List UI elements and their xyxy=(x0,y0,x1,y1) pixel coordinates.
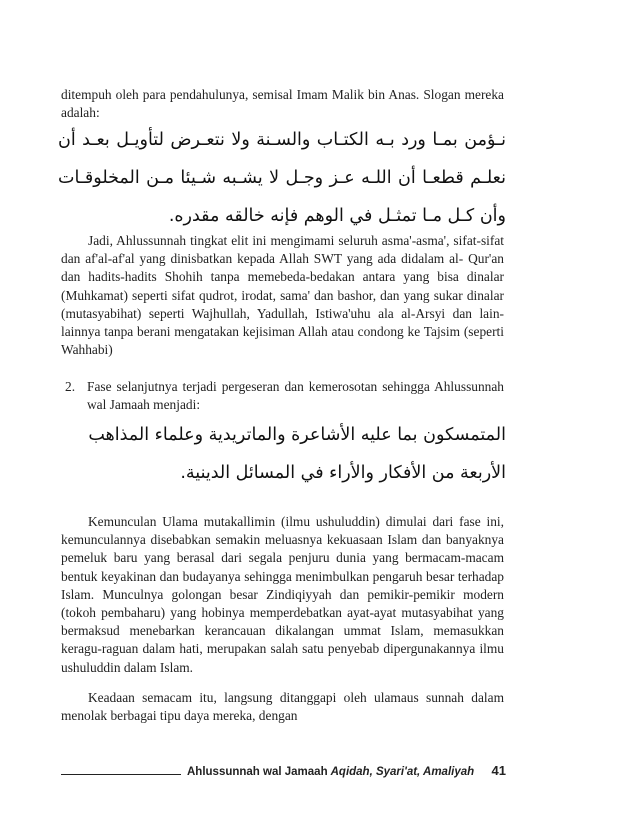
arabic-item2: المتمسكون بما عليه الأشاعرة والماتريدية وعلماء المذاهب الأربعة من الأفكار والأراء في المسائل الدينية. xyxy=(88,425,506,483)
paragraph-kemunculan: Kemunculan Ulama mutakallimin (ilmu ushuluddin) dimulai dari fase ini, kemunculannya disebabkan semakin meluasnya kekuasaan Islam dan banyaknya pemeluk baru yang berasal dari segala penjuru dunia yang bermacam-macam bentuk keyakinan dan budayanya sehingga menimbulkan pengaruh besar terhadap Islam. Munculnya golongan besar Zindiqiyyah dan pemikir-pemikir modern (tokoh pembaharu) yang hobinya memperdebatkan ayat-ayat mutasyabihat yang bermaksud menebarkan kerancauan dikalangan ummat Islam, memasukkan keragu-raguan dalam hati, merupakan salah satu penyebab dipergunakannya ilmu ushuluddin dalam Islam. xyxy=(61,514,504,675)
page-footer xyxy=(61,758,506,778)
list-number: 2. xyxy=(65,379,76,394)
paragraph-keadaan: Keadaan semacam itu, langsung ditanggapi oleh ulamaus sunnah dalam menolak berbagai tipu daya mereka, dengan xyxy=(61,690,504,724)
arabic-slogan: نـؤمن بمـا ورد بـه الكتـاب والسـنة ولا نتعـرض لتأويـل بعـد أن نعلـم قطعـا أن اللـه عـز وجـل لا يشـبه شـيئا مـن المخلوقـات وأن كـل مـا تمثـل في الوهم فإنه خالقه مقدره. xyxy=(58,130,506,226)
footer-subtitle: Aqidah, Syari'at, Amaliyah xyxy=(330,766,475,778)
list-item-2 xyxy=(61,378,504,414)
page-number: 41 xyxy=(491,763,506,778)
footer-title: Ahlussunnah wal Jamaah xyxy=(187,766,328,778)
footer-rule xyxy=(61,774,181,775)
list-item-text: Fase selanjutnya terjadi pergeseran dan kemerosotan sehingga Ahlussunnah wal Jamaah menjadi: xyxy=(87,379,504,413)
paragraph-intro: ditempuh oleh para pendahulunya, semisal Imam Malik bin Anas. Slogan mereka adalah: xyxy=(61,87,504,121)
paragraph-jadi: Jadi, Ahlussunnah tingkat elit ini mengimami seluruh asma'-asma', sifat-sifat dan af'al-af'al yang dinisbatkan kepada Allah SWT yang ada didalam al- Qur'an dan hadits-hadits Shohih tanpa memebeda-bedakan antara yang bisa dinalar (Muhkamat) seperti sifat qudrot, irodat, sama' dan bashor, dan yang sukar dinalar (mutasyabihat) seperti Wajhullah, Yadullah, Istiwa'uhu ala al-Arsyi dan lain-lainnya tanpa berani mengatakan kejisiman Allah atau condong ke Tajsim (seperti Wahhabi) xyxy=(61,233,504,358)
